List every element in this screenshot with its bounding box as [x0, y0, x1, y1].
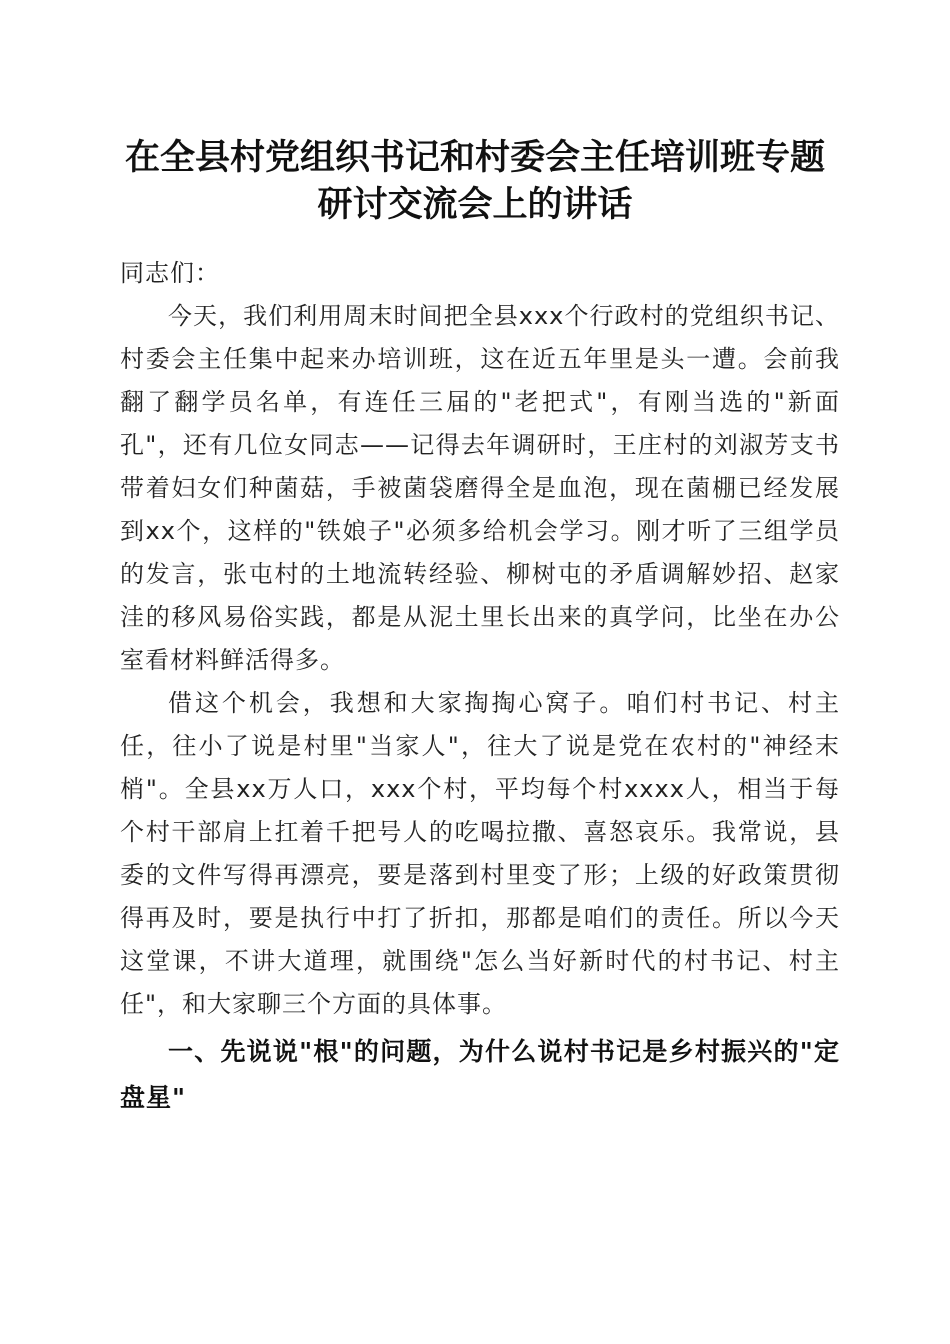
paragraph-intro: 今天，我们利用周末时间把全县xxx个行政村的党组织书记、村委会主任集中起来办培训班，这在近五年里是头一遭。会前我翻了翻学员名单，有连任三届的"老把式"，有刚当选的"新面孔"，还有几位女同志——记得去年调研时，王庄村的刘淑芳支书带着妇女们种菌菇，手被菌袋磨得全是血泡，现在菌棚已经发展到xx个，这样的"铁娘子"必须多给机会学习。刚才听了三组学员的发言，张屯村的土地流转经验、柳树屯的矛盾调解妙招、赵家洼的移风易俗实践，都是从泥土里长出来的真学问，比坐在办公室看材料鲜活得多。 [120, 302, 840, 674]
title-line-1: 在全县村党组织书记和村委会主任培训班专题 [124, 137, 825, 178]
document-body [120, 252, 840, 1121]
salutation: 同志们： [120, 259, 220, 287]
title-line-2: 研讨交流会上的讲话 [317, 184, 633, 225]
paragraph-heart-to-heart: 借这个机会，我想和大家掏掏心窝子。咱们村书记、村主任，往小了说是村里"当家人"，往大了说是党在农村的"神经末梢"。全县xx万人口，xxx个村，平均每个村xxxx人，相当于每个村干部肩上扛着千把号人的吃喝拉撒、喜怒哀乐。我常说，县委的文件写得再漂亮，要是落到村里变了形；上级的好政策贯彻得再及时，要是执行中打了折扣，那都是咱们的责任。所以今天这堂课，不讲大道理，就围绕"怎么当好新时代的村书记、村主任"，和大家聊三个方面的具体事。 [120, 689, 840, 1018]
section-heading-1: 一、先说说"根"的问题，为什么说村书记是乡村振兴的"定盘星" [120, 1037, 840, 1112]
document-title [100, 134, 850, 228]
